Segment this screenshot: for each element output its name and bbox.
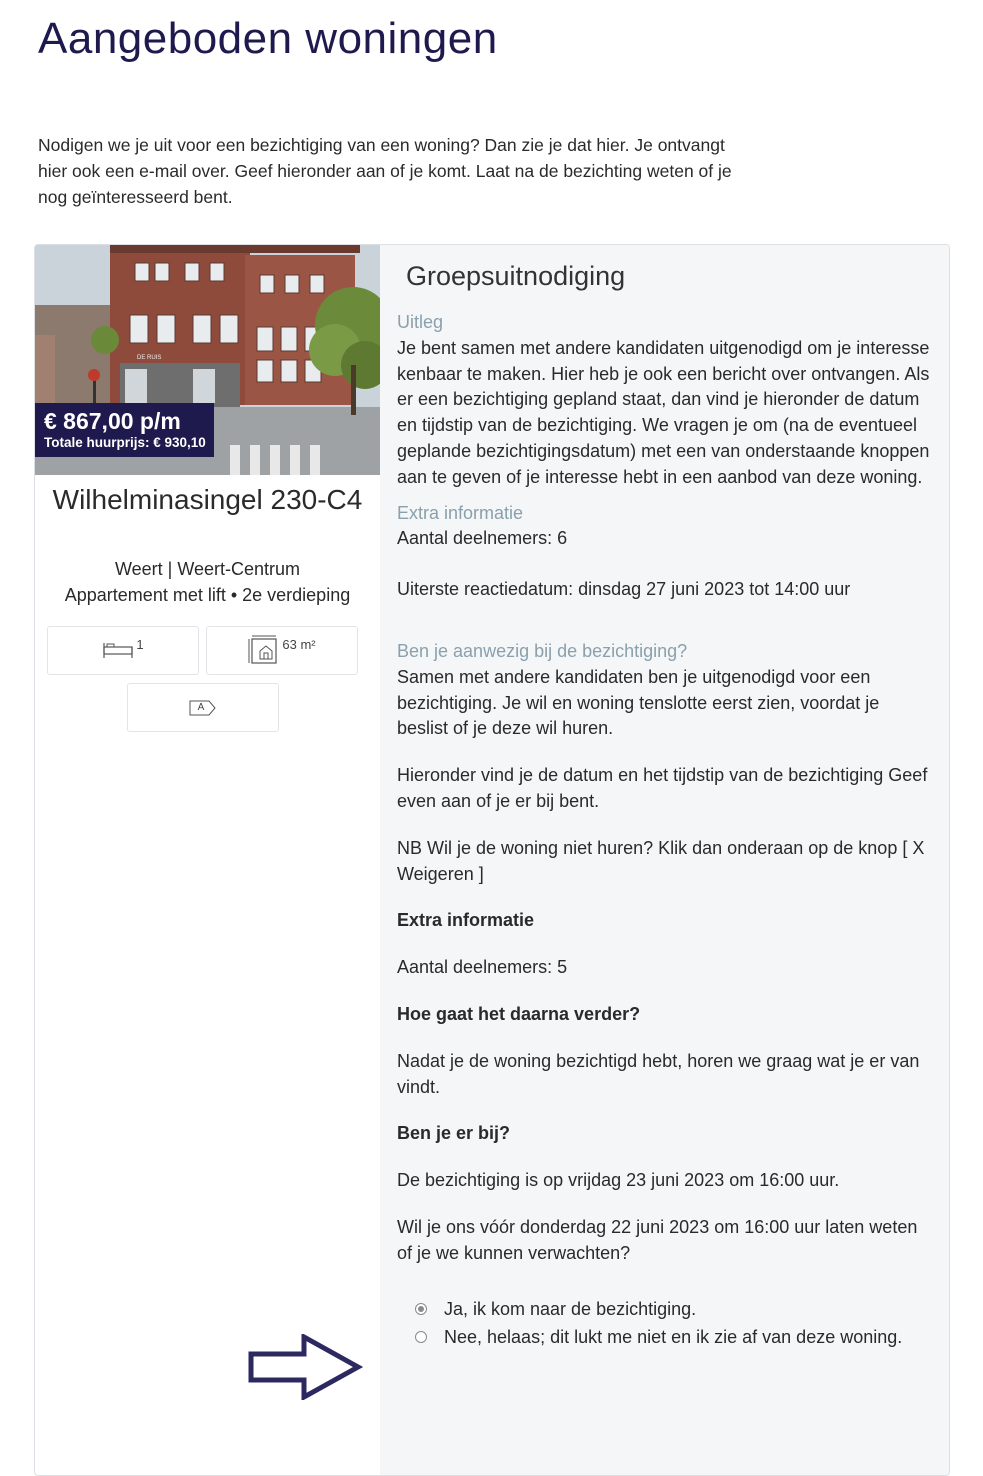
viewing-date: De bezichtiging is op vrijdag 23 juni 2023 om 16:00 uur. [397,1170,840,1191]
decline-note: NB Wil je de woning niet huren? Klik dan onderaan op de knop [ X Weigeren ] [397,837,925,884]
invitation-title: Groepsuitnodiging [406,261,626,291]
attend-text: Samen met andere kandidaten ben je uitgenodigd voor een bezichtiging. Je wil en woning tenslotte eerst zien, voordat je beslist of je deze wil huren. [397,666,880,739]
area-value: 63 m² [282,637,316,652]
participants: Aantal deelnemers: 6 [397,528,568,549]
radio-attend[interactable] [415,1303,427,1315]
participants-2: Aantal deelnemers: 5 [397,957,568,978]
arrow-right-icon [248,1334,364,1405]
property-type: Appartement met lift • 2e verdieping [64,585,351,605]
extra-info-heading: Extra informatie [397,910,535,931]
property-address[interactable]: Wilhelminasingel 230-C4 [52,484,363,515]
energy-label-icon [189,700,217,716]
attend-label: Ben je aanwezig bij de bezichtiging? [397,640,688,661]
listing-card [34,244,950,1476]
option-attend[interactable] [397,1297,932,1326]
uitleg-label: Uitleg [397,312,444,332]
invitation-panel [380,245,949,1475]
property-photo[interactable] [35,245,380,475]
viewing-info-text: Hieronder vind je de datum en het tijdstip van de bezichtiging Geef even aan of je er bij bent. [397,765,928,811]
feature-area [206,626,358,675]
price: € 867,00 p/m [44,408,181,434]
invitation-body [397,310,932,1354]
building-sign: DE RUIS [137,355,162,361]
feature-energy-label [127,683,279,732]
respond-by-text: Wil je ons vóór donderdag 22 juni 2023 om 16:00 uur laten weten of je we kunnen verwachten? [397,1216,918,1263]
option-decline-label[interactable]: Nee, helaas; dit lukt me niet en ik zie af van deze woning. [444,1327,903,1348]
next-steps-text: Nadat je de woning bezichtigd hebt, horen we graag wat je er van vindt. [397,1050,920,1097]
listing-summary [35,245,380,1475]
radio-decline[interactable] [415,1331,427,1343]
property-location: Weert | Weert-Centrum [114,559,301,579]
response-deadline: Uiterste reactiedatum: dinsdag 27 juni 2023 tot 14:00 uur [397,579,851,600]
bedrooms-count: 1 [136,637,144,652]
total-price: Totale huurprijs: € 930,10 [44,435,206,450]
extra-info-label: Extra informatie [397,502,524,523]
floor-plan-icon [248,633,280,668]
uitleg-text: Je bent samen met andere kandidaten uitgenodigd om je interesse kenbaar te maken. Hier heb je ook een bericht over ontvangen. Als er een bezichtiging gepland staat, dan vind je hieronder de datum en tijdstip van de bezichtiging. We vragen je om (na de eventueel geplande bezichtigingsdatum) met een van onderstaande knoppen aan te geven of je interesse hebt in een aanbod van deze woning. [397,337,930,487]
page-title: Aangeboden woningen [38,14,498,63]
feature-bedrooms [47,626,199,675]
next-steps-heading: Hoe gaat het daarna verder? [397,1003,641,1024]
intro-text: Nodigen we je uit voor een bezichtiging van een woning? Dan zie je dat hier. Je ontvangt hier ook een e-mail over. Geef hieronder aan of je komt. Laat na de bezichting weten of je nog geïnteresseerd bent. [38,135,732,207]
price-box [35,403,214,457]
energy-label-value: A [197,702,205,713]
option-decline[interactable] [397,1325,932,1354]
attendance-heading: Ben je er bij? [397,1123,511,1144]
option-attend-label[interactable]: Ja, ik kom naar de bezichtiging. [444,1298,697,1319]
bed-icon [102,639,134,662]
attendance-options [397,1297,932,1354]
